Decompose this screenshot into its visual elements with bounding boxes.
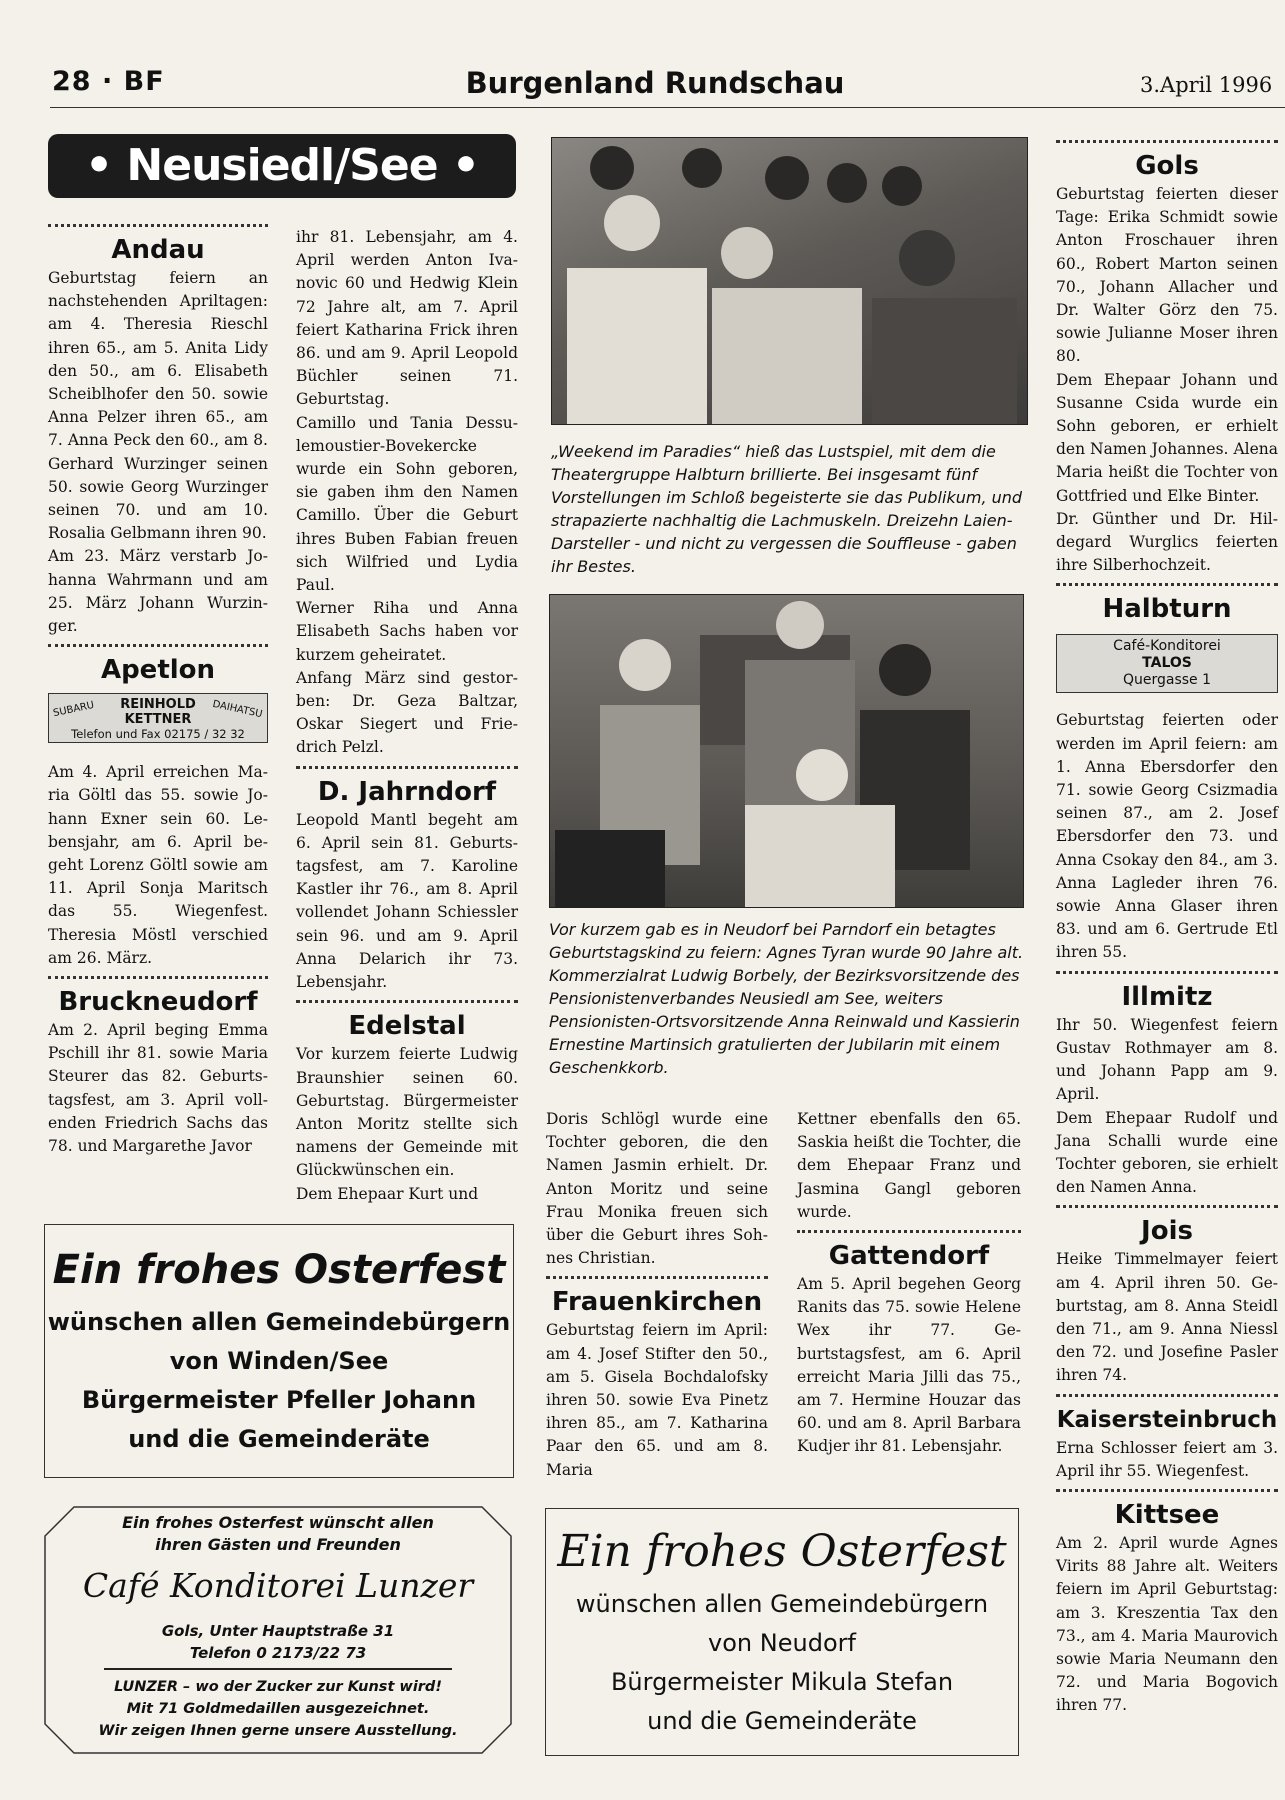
header-rule <box>50 107 1285 108</box>
heading-bruckneudorf: Bruckneudorf <box>58 987 258 1018</box>
photo-geburtstag <box>549 594 1024 908</box>
heading-andau: Andau <box>111 235 205 265</box>
ad-line: von Neudorf <box>708 1629 856 1657</box>
ad-name: Café Konditorei Lunzer <box>82 1566 474 1605</box>
ad-line: und die Gemeinderäte <box>128 1425 430 1453</box>
article-kittsee: Am 2. April wurde Agnes Virits 88 Jahre alt. Weiters feiern im April Geburtstag: am 3. Kreszentia Tax den 73., am 4. Maria Maurovich sowie Maria Neumann den 72. und Maria Bogovich ihren 77. <box>1056 1533 1278 1715</box>
ad-line: Ein frohes Osterfest wünscht allen <box>122 1513 434 1532</box>
article-kaisersteinbruch: Erna Schlosser feiert am 3. April ihr 55. Wiegenfest. <box>1056 1438 1278 1480</box>
heading-illmitz: Illmitz <box>1121 981 1213 1012</box>
article-andau: Geburtstag feiern an nachstehenden Apriltagen: am 4. Theresia Rieschl ihren 65., am 5. Anita Lidy den 50., am 6. Elisabeth Scheiblhofer den 50. sowie Anna Pelzer ihren 65., am 7. Anna Peck den 60., am 8. Gerhard Wurzinger seinen 50. sowie Georg Wurzinger seinen 70. und am 10. Rosalia Gelbmann ihren 90. Am 23. März verstarb Johanna Wahrmann und am 25. März Johann Wurzinger. <box>48 269 268 636</box>
divider <box>797 1230 1021 1233</box>
article-edelstal-cont: Doris Schlögl wurde eine Tochter geboren, die den Namen Jasmin erhielt. Dr. Anton Moritz und seine Frau Monika freuen sich über die Geburt ihres Sohnes Christian. <box>546 1110 768 1268</box>
column-1 <box>48 218 268 1158</box>
ad-line: Bürgermeister Pfeller Johann <box>81 1386 477 1414</box>
divider <box>1056 1394 1278 1397</box>
heading-edelstal: Edelstal <box>348 1011 466 1042</box>
divider <box>1056 1205 1278 1208</box>
ad-line: von Winden/See <box>169 1347 389 1375</box>
photo-theatergruppe <box>551 137 1028 425</box>
heading-frauenkirchen: Frauenkirchen <box>551 1287 763 1318</box>
article-illmitz: Ihr 50. Wiegenfest feiern Gustav Rothmayer am 8. und Johann Papp am 9. April. Dem Ehepaar Rudolf und Jana Schalli wurde eine Tochter geboren, sie erhielt den Namen Anna. <box>1056 1015 1278 1197</box>
ad-name-first: REINHOLD <box>120 697 196 713</box>
people-silhouettes <box>552 138 1027 424</box>
article-frauenkirchen-cont: Kettner ebenfalls den 65. Saskia heißt die Tochter, die dem Ehepaar Franz und Jasmina Gangl geboren wurde. <box>797 1110 1021 1221</box>
divider <box>296 766 518 769</box>
ad-kettner <box>48 693 268 743</box>
ad-name: TALOS <box>1142 655 1192 672</box>
article-jois: Heike Timmelmayer feiert am 4. April ihren 50. Geburtstag, am 8. Anna Steidl den 71., am 9. Anna Niessl den 72. und Josefine Pasler ihren 74. <box>1056 1250 1278 1385</box>
article-bruckneudorf: Am 2. April beging Emma Pschill ihr 81. sowie Maria Steurer das 82. Geburtstagsfest, am 3. April vollenden Friedrich Sachs das 78. und Margarethe Javor <box>48 1021 268 1156</box>
article-andau-cont: ihr 81. Lebensjahr, am 4. April werden Anton Ivanovic 60 und Hedwig Klein 72 Jahre alt, am 7. April feiert Katharina Frick ihren 86. und am 9. April Leopold Büchler seinen 71. Geburtstag. Camillo und Tania Dessulemoustier-Bovekercke wurde ein Sohn geboren, sie gaben ihm den Namen Camillo. Über die Geburt ihres Buben Fabian freuen sich Wilfried und Lydia Paul. Werner Riha und Anna Elisabeth Sachs haben vor kurzem geheiratet. Anfang März sind gestorben: Dr. Geza Baltzar, Oskar Siegert und Friedrich Pelzl. <box>296 228 518 757</box>
heading-kaisersteinbruch: Kaisersteinbruch <box>1056 1406 1278 1433</box>
ad-line: Bürgermeister Mikula Stefan <box>610 1668 954 1696</box>
subaru-logo: SUBARU <box>52 700 96 720</box>
divider <box>546 1276 768 1279</box>
column-2 <box>296 226 518 1206</box>
article-gattendorf: Am 5. April begehen Georg Ranits das 75. sowie Helene Wex ihr 77. Geburtstagsfest, am 6. April erreicht Maria Jilli das 75., am 7. Hermine Houzar das 60. und am 8. April Barbara Kudjer ihr 81. Lebensjahr. <box>797 1275 1021 1456</box>
divider <box>48 976 268 979</box>
ad-title: Ein frohes Osterfest <box>557 1526 1007 1577</box>
ad-line: und die Gemeinderäte <box>647 1707 917 1735</box>
heading-halbturn: Halbturn <box>1102 594 1232 625</box>
ad-talos <box>1056 634 1278 693</box>
heading-jois: Jois <box>1141 1216 1193 1247</box>
column-4 <box>797 1108 1021 1459</box>
divider <box>1056 1489 1278 1492</box>
ad-cafe-lunzer <box>44 1506 512 1754</box>
heading-gattendorf: Gattendorf <box>828 1241 990 1272</box>
divider <box>1056 583 1278 586</box>
ad-name-last: KETTNER <box>124 712 192 728</box>
daihatsu-logo: DAIHATSU <box>211 699 264 721</box>
ad-address: Quergasse 1 <box>1122 672 1212 689</box>
ad-title: Ein frohes Osterfest <box>52 1247 506 1293</box>
divider <box>296 1000 518 1003</box>
ad-easter-winden <box>44 1224 514 1478</box>
ad-line: wünschen allen Gemeindebürgern <box>47 1308 511 1336</box>
newspaper-title: Burgenland Rundschau <box>465 66 845 100</box>
column-5 <box>1056 134 1278 1718</box>
divider <box>48 644 268 647</box>
article-edelstal: Vor kurzem feierte Ludwig Braunshier seinen 60. Geburtstag. Bürgermeister Anton Moritz stellte sich namens der Gemeinde mit Glückwünschen ein. Dem Ehepaar Kurt und <box>296 1045 518 1203</box>
heading-kittsee: Kittsee <box>1114 1499 1220 1530</box>
article-frauenkirchen: Geburtstag feiern im April: am 4. Josef Stifter den 50., am 5. Gisela Bochdalofsky ihren 50. sowie Eva Pinetz ihren 85., am 7. Katharina Paar den 65. und am 8. Maria <box>546 1321 768 1479</box>
ad-line: ihren Gästen und Freunden <box>155 1535 401 1554</box>
caption-photo-1: „Weekend im Paradies“ hieß das Lustspiel, mit dem die Theatergruppe Halbturn brillierte. Bei insgesamt fünf Vorstellungen im Schloß begeisterte sie das Publikum, und strapazierte nachhaltig die Lachmuskeln. Dreizehn Laien-Darsteller - und nicht zu vergessen die Souffleuse - gaben ihr Bestes. <box>551 442 1023 576</box>
ad-phone: Telefon und Fax 02175 / 32 32 <box>71 727 245 742</box>
region-banner: • Neusiedl/See • <box>48 134 516 198</box>
divider <box>1056 140 1278 143</box>
issue-date: 3.April 1996 <box>1140 73 1273 97</box>
people-silhouettes <box>550 595 1023 907</box>
heading-djahrndorf: D. Jahrndorf <box>317 776 497 807</box>
article-gols: Geburtstag feierten dieser Tage: Erika Schmidt sowie Anton Froschauer ihren 60., Robert Marton seinen 70., Johann Allacher und Dr. Walter Görz den 75. sowie Julianne Moser ihren 80. Dem Ehepaar Johann und Susanne Csida wurde ein Sohn geboren, er erhielt den Namen Johannes. Alena Maria heißt die Tochter von Gottfried und Elke Binter. Dr. Günther und Dr. Hildegard Wurglics feierten ihre Silberhochzeit. <box>1056 185 1278 575</box>
heading-apetlon: Apetlon <box>100 655 216 686</box>
page-number-label: 28 · BF <box>52 66 165 97</box>
divider <box>48 224 268 227</box>
ad-line: Mit 71 Goldmedaillen ausgezeichnet. <box>126 1701 430 1717</box>
heading-gols: Gols <box>1135 151 1199 181</box>
ad-divider <box>104 1668 452 1670</box>
ad-line: Café-Konditorei <box>1113 638 1221 655</box>
column-3 <box>546 1108 768 1482</box>
ad-line: Wir zeigen Ihnen gerne unsere Ausstellung. <box>98 1723 458 1739</box>
article-apetlon: Am 4. April erreichen Maria Göltl das 55. sowie Johann Exner sein 60. Lebensjahr, am 6. April begeht Lorenz Göltl sowie am 11. April Sonja Maritsch das 55. Wiegenfest. Theresia Möstl verschied am 26. März. <box>48 763 268 967</box>
divider <box>1056 971 1278 974</box>
ad-phone: Telefon 0 2173/22 73 <box>189 1644 367 1662</box>
ad-easter-neudorf <box>545 1508 1019 1756</box>
ad-address: Gols, Unter Hauptstraße 31 <box>161 1622 395 1640</box>
article-halbturn: Geburtstag feierten oder werden im April feiern: am 1. Anna Ebersdorfer den 71. sowie Georg Csizmadia seinen 87., am 2. Josef Ebersdorfer den 73. und Anna Csokay den 84., am 3. Anna Lagleder ihren 76. sowie Anna Glaser ihren 83. und am 6. Gertrude Etl ihren 55. <box>1056 711 1278 962</box>
article-djahrndorf: Leopold Mantl begeht am 6. April sein 81. Geburtstagsfest, am 7. Karoline Kastler ihr 76., am 8. April vollendet Johann Schiessler sein 96. und am 9. April Anna Delarich ihr 73. Lebensjahr. <box>296 810 518 992</box>
ad-line: LUNZER – wo der Zucker zur Kunst wird! <box>114 1679 442 1695</box>
ad-line: wünschen allen Gemeindebürgern <box>575 1590 989 1618</box>
caption-photo-2: Vor kurzem gab es in Neudorf bei Parndorf ein betagtes Geburtstagskind zu feiern: Agnes Tyran wurde 90 Jahre alt. Kommerzialrat Ludwig Borbely, der Bezirksvorsitzende des Pensionistenverbandes Neusiedl am See, weiters Pensionisten-Ortsvorsitzende Anna Reinwald und Kassierin Ernestine Martinsich gratulierten der Jubilarin mit einem Geschenkkorb. <box>549 920 1024 1077</box>
